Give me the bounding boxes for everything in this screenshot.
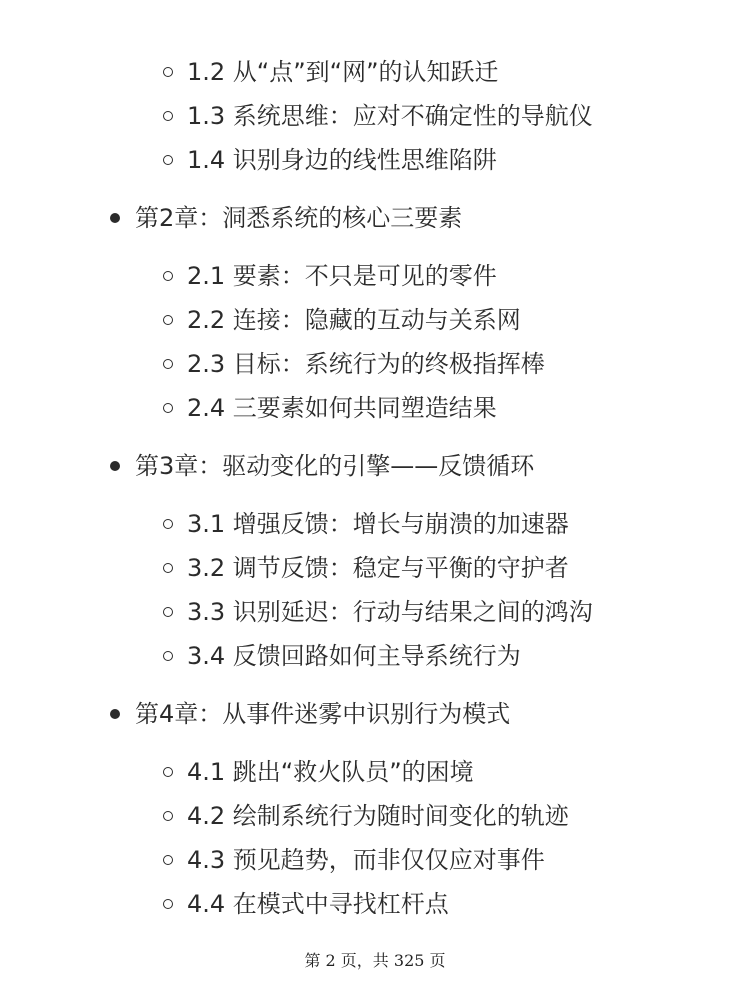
toc-section-item[interactable] [0,546,750,590]
hollow-circle-bullet-icon [163,315,173,325]
toc-section-item[interactable] [0,502,750,546]
toc-chapter-item[interactable] [0,196,750,240]
toc-section-label: 2.4 三要素如何共同塑造结果 [187,394,497,422]
hollow-circle-bullet-icon [163,899,173,909]
toc-chapter-item[interactable] [0,444,750,488]
hollow-circle-bullet-icon [163,111,173,121]
toc-section-item[interactable] [0,138,750,182]
toc-section-label: 1.4 识别身边的线性思维陷阱 [187,146,497,174]
toc-chapter-label: 第4章：从事件迷雾中识别行为模式 [135,700,511,728]
hollow-circle-bullet-icon [163,403,173,413]
toc-section-item[interactable] [0,254,750,298]
toc-section-item[interactable] [0,838,750,882]
filled-circle-bullet-icon [110,709,120,719]
toc-section-item[interactable] [0,342,750,386]
toc-section-label: 2.3 目标：系统行为的终极指挥棒 [187,350,545,378]
toc-section-label: 4.1 跳出“救火队员”的困境 [187,758,474,786]
toc-section-label: 3.3 识别延迟：行动与结果之间的鸿沟 [187,598,593,626]
toc-section-item[interactable] [0,94,750,138]
hollow-circle-bullet-icon [163,519,173,529]
hollow-circle-bullet-icon [163,651,173,661]
toc-section-label: 2.1 要素：不只是可见的零件 [187,262,497,290]
hollow-circle-bullet-icon [163,271,173,281]
filled-circle-bullet-icon [110,461,120,471]
toc-section-item[interactable] [0,590,750,634]
toc-section-label: 4.4 在模式中寻找杠杆点 [187,890,449,918]
hollow-circle-bullet-icon [163,855,173,865]
toc-section-item[interactable] [0,794,750,838]
table-of-contents [0,50,750,926]
toc-section-label: 3.2 调节反馈：稳定与平衡的守护者 [187,554,569,582]
filled-circle-bullet-icon [110,213,120,223]
hollow-circle-bullet-icon [163,563,173,573]
toc-section-label: 1.2 从“点”到“网”的认知跃迁 [187,58,499,86]
toc-section-item[interactable] [0,750,750,794]
toc-section-label: 1.3 系统思维：应对不确定性的导航仪 [187,102,593,130]
hollow-circle-bullet-icon [163,67,173,77]
hollow-circle-bullet-icon [163,155,173,165]
page-number-footer: 第 2 页，共 325 页 [304,951,446,970]
toc-section-label: 3.1 增强反馈：增长与崩溃的加速器 [187,510,569,538]
toc-section-item[interactable] [0,298,750,342]
toc-section-label: 3.4 反馈回路如何主导系统行为 [187,642,521,670]
toc-chapter-label: 第3章：驱动变化的引擎——反馈循环 [135,452,535,480]
toc-chapter-item[interactable] [0,692,750,736]
toc-section-item[interactable] [0,882,750,926]
toc-section-item[interactable] [0,50,750,94]
hollow-circle-bullet-icon [163,359,173,369]
toc-section-label: 4.2 绘制系统行为随时间变化的轨迹 [187,802,569,830]
toc-section-item[interactable] [0,634,750,678]
toc-chapter-label: 第2章：洞悉系统的核心三要素 [135,204,463,232]
hollow-circle-bullet-icon [163,607,173,617]
hollow-circle-bullet-icon [163,767,173,777]
hollow-circle-bullet-icon [163,811,173,821]
toc-section-item[interactable] [0,386,750,430]
toc-section-label: 4.3 预见趋势，而非仅仅应对事件 [187,846,545,874]
toc-section-label: 2.2 连接：隐藏的互动与关系网 [187,306,521,334]
